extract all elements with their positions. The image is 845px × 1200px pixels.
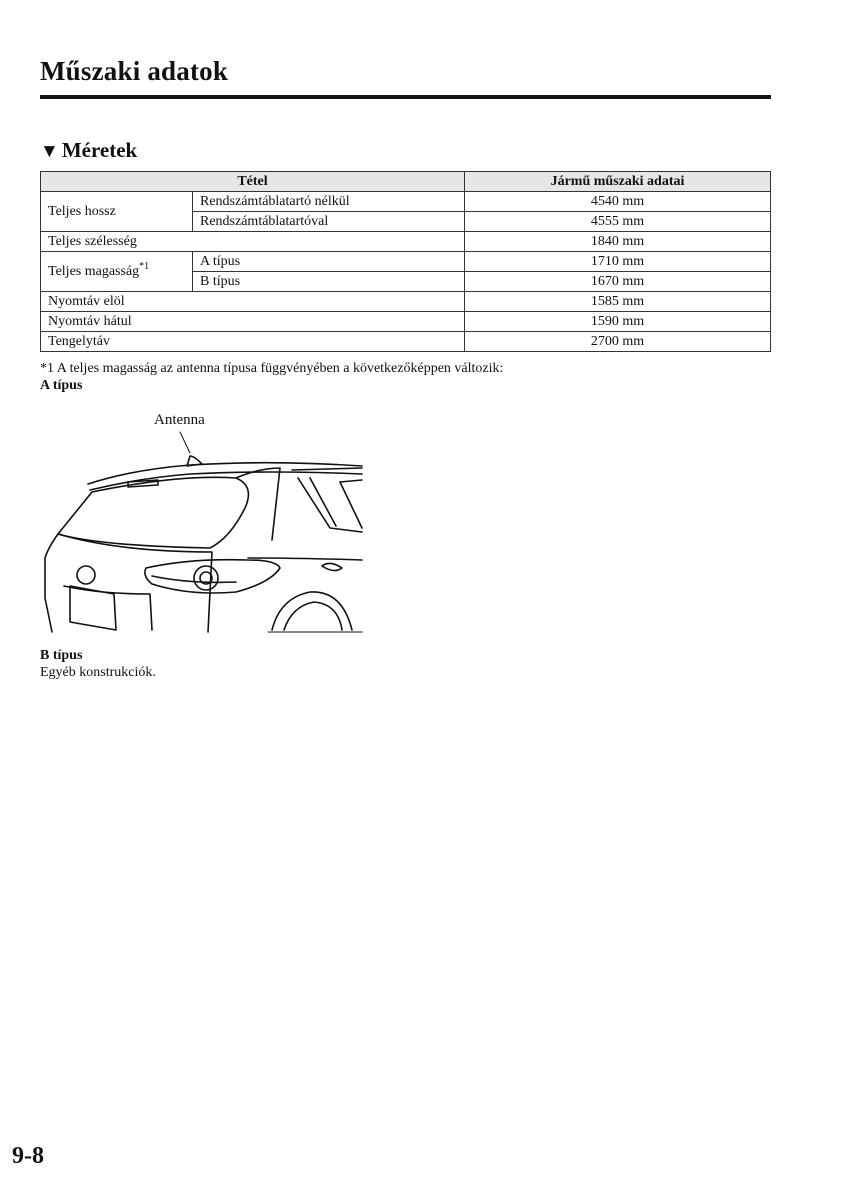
row-label-height: [41, 252, 193, 292]
car-rear-drawing: [40, 408, 366, 636]
footnote-text: *1 A teljes magasság az antenna típusa függvényében a következőképpen változik:: [40, 361, 504, 376]
dimensions-table: [40, 171, 771, 352]
height-label-text: Teljes magasság: [48, 264, 140, 279]
row-sublabel-without-plate: Rendszámtáblatartó nélkül: [193, 192, 465, 212]
column-header-value: Jármű műszaki adatai: [465, 172, 771, 192]
footnote: [40, 360, 503, 394]
value-height-type-a: 1710 mm: [465, 252, 771, 272]
table-row: [41, 232, 771, 252]
row-sublabel-type-a: A típus: [193, 252, 465, 272]
value-length-with-plate: 4555 mm: [465, 212, 771, 232]
table-row: [41, 332, 771, 352]
type-b-label: B típus: [40, 648, 83, 663]
row-label-wheelbase: Tengelytáv: [41, 332, 465, 352]
table-row: [41, 312, 771, 332]
row-label-track-front: Nyomtáv elöl: [41, 292, 465, 312]
row-label-track-rear: Nyomtáv hátul: [41, 312, 465, 332]
value-length-without-plate: 4540 mm: [465, 192, 771, 212]
row-label-length: Teljes hossz: [41, 192, 193, 232]
footnote-marker: *1: [139, 261, 150, 272]
row-label-width: Teljes szélesség: [41, 232, 465, 252]
type-a-label: A típus: [40, 378, 83, 393]
row-sublabel-type-b: B típus: [193, 272, 465, 292]
value-track-rear: 1590 mm: [465, 312, 771, 332]
value-width: 1840 mm: [465, 232, 771, 252]
column-header-item: Tétel: [41, 172, 465, 192]
section-heading-text: Méretek: [61, 138, 138, 162]
section-heading: [40, 138, 137, 163]
row-sublabel-with-plate: Rendszámtáblatartóval: [193, 212, 465, 232]
table-row: [41, 192, 771, 212]
table-header-row: [41, 172, 771, 192]
table-row: [41, 252, 771, 272]
type-b-block: [40, 647, 156, 681]
triangle-marker-icon: ▼: [40, 141, 59, 162]
antenna-callout-label: Antenna: [154, 412, 205, 428]
value-wheelbase: 2700 mm: [465, 332, 771, 352]
chapter-title: Műszaki adatok: [40, 56, 229, 86]
title-divider: [40, 95, 771, 99]
type-b-description: Egyéb konstrukciók.: [40, 665, 156, 680]
table-row: [41, 292, 771, 312]
value-height-type-b: 1670 mm: [465, 272, 771, 292]
vehicle-rear-illustration: [40, 408, 366, 636]
page-number: 9-8: [12, 1143, 44, 1169]
value-track-front: 1585 mm: [465, 292, 771, 312]
